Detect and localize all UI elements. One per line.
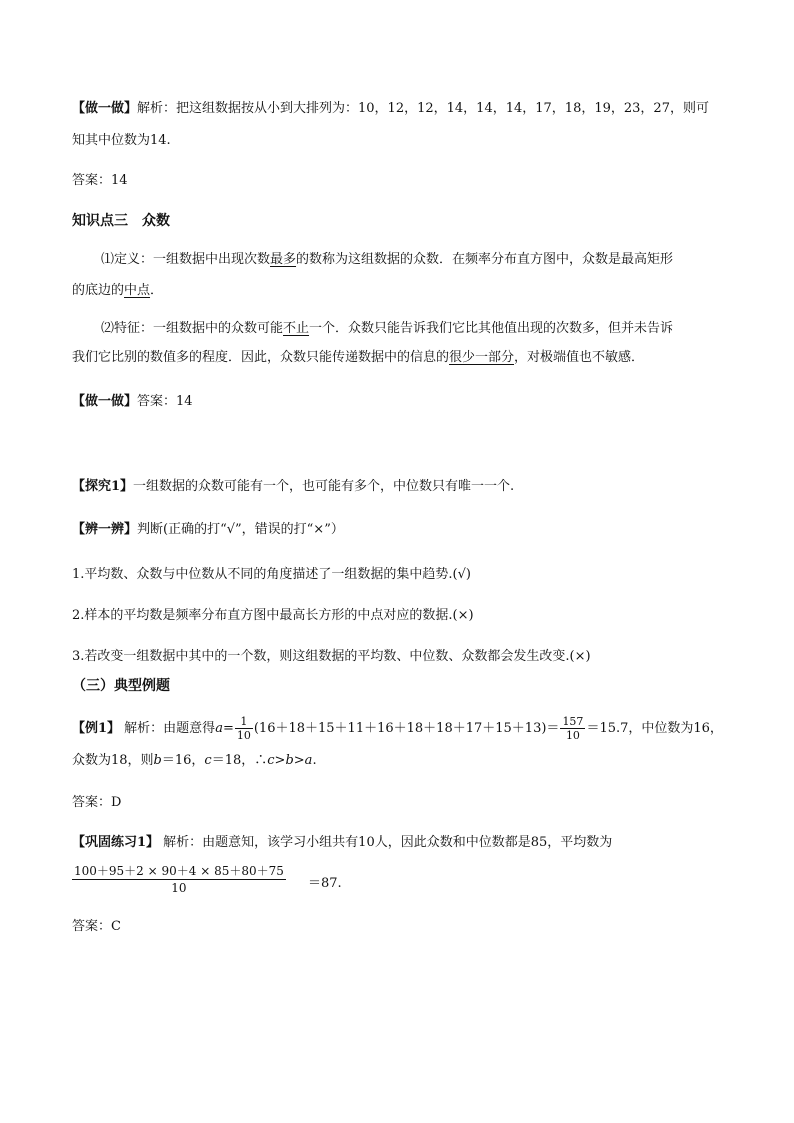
do-it-2 <box>72 393 193 411</box>
practice-text: 解析：由题意知，该学习小组共有10人，因此众数和中位数都是85，平均数为 <box>159 835 613 850</box>
feat-text-d: ，对极端值也不敏感． <box>514 350 645 365</box>
do-it-tag: 【做一做】 <box>72 101 138 116</box>
gt-2: > <box>293 753 305 768</box>
def-text-a: ⑴定义：一组数据中出现次数 <box>101 252 271 267</box>
fraction-157-over-10 <box>560 715 585 742</box>
def-blank-1: 最多 <box>270 252 297 267</box>
practice-tag: 【巩固练习1】 <box>72 835 160 850</box>
l2-a: 众数为18，则 <box>72 753 154 768</box>
mode-feature-line2 <box>72 349 644 367</box>
l2-end: . <box>312 753 317 768</box>
judge-item-3: 3.若改变一组数据中其中的一个数，则这组数据的平均数、中位数、众数都会发生改变.(×) <box>72 649 591 664</box>
judge-item-2: 2.样本的平均数是频率分布直方图中最高长方形的中点对应的数据.(×) <box>72 608 474 623</box>
mode-definition-line2 <box>72 282 163 300</box>
def-text-d: ． <box>150 283 164 298</box>
section-typical-examples-title: （三）典型例题 <box>72 678 170 694</box>
frac1-denominator: 10 <box>236 729 251 742</box>
def-text-b: 的数称为这组数据的众数．在频率分布直方图中，众数是最高矩形 <box>296 252 674 267</box>
frac2-numerator: 157 <box>562 715 584 728</box>
judge-tag: 【辨一辨】 <box>72 522 138 537</box>
do-it-1-line1 <box>72 100 709 118</box>
average-fraction <box>72 863 342 896</box>
example-lead: 解析：由题意得 <box>120 721 216 736</box>
do-it-1-answer: 答案：14 <box>72 173 128 188</box>
judge-intro <box>72 521 344 539</box>
example-1-line1 <box>72 715 723 742</box>
var-a: a <box>215 721 223 736</box>
example-rest: ＝15.7，中位数为16， <box>586 721 723 736</box>
average-numerator: 100＋95＋2 × 90＋4 × 85＋80＋75 <box>74 864 284 878</box>
equals-sign: = <box>222 721 234 736</box>
mode-definition-line1 <box>101 251 673 269</box>
average-result: ＝87. <box>308 876 342 891</box>
var-b-2: b <box>285 753 294 768</box>
var-c-2: c <box>267 753 275 768</box>
var-c: c <box>204 753 212 768</box>
feat-blank-2: 很少一部分 <box>449 350 515 365</box>
judge-text: 判断(正确的打“√”，错误的打“×”） <box>137 522 344 537</box>
l2-c: ＝18，∴ <box>211 753 268 768</box>
explore-tag: 【探究1】 <box>72 479 134 494</box>
def-text-c: 的底边的 <box>72 283 125 298</box>
fraction-1-over-10 <box>235 715 253 742</box>
frac2-denominator: 10 <box>565 729 580 742</box>
explore-1 <box>72 478 514 496</box>
average-denominator: 10 <box>171 881 187 895</box>
do-it-2-answer: 答案：14 <box>137 394 193 409</box>
knowledge-point-3-title: 知识点三 众数 <box>72 213 170 229</box>
feat-text-b: 一个．众数只能告诉我们它比其他值出现的次数多，但并未告诉 <box>309 321 674 336</box>
feat-blank-1: 不止 <box>283 321 310 336</box>
feat-text-a: ⑵特征：一组数据中的众数可能 <box>101 321 284 336</box>
example-1-answer: 答案：D <box>72 795 122 810</box>
mode-feature-line1 <box>101 320 673 338</box>
def-blank-2: 中点 <box>124 283 151 298</box>
do-it-2-tag: 【做一做】 <box>72 394 138 409</box>
do-it-1-text: 解析：把这组数据按从小到大排列为：10，12，12，14，14，14，17，18，19，23，27，则可 <box>137 101 709 116</box>
do-it-1-line2: 知其中位数为14. <box>72 133 171 148</box>
feat-text-c: 我们它比别的数值多的程度．因此，众数只能传递数据中的信息的 <box>72 350 450 365</box>
frac1-numerator: 1 <box>235 715 253 729</box>
practice-1-answer: 答案：C <box>72 919 121 934</box>
l2-b: ＝16， <box>161 753 205 768</box>
sum-expression: (16＋18＋15＋11＋16＋18＋18＋17＋15＋13)＝ <box>253 721 560 736</box>
var-b: b <box>153 753 162 768</box>
gt-1: > <box>274 753 286 768</box>
example-1-line2 <box>72 752 317 770</box>
judge-item-1: 1.平均数、众数与中位数从不同的角度描述了一组数据的集中趋势.(√) <box>72 567 471 582</box>
example-tag: 【例1】 <box>72 721 121 736</box>
practice-1-line1 <box>72 834 612 852</box>
explore-text: 一组数据的众数可能有一个，也可能有多个，中位数只有唯一一个. <box>133 479 515 494</box>
var-a-2: a <box>304 753 313 768</box>
